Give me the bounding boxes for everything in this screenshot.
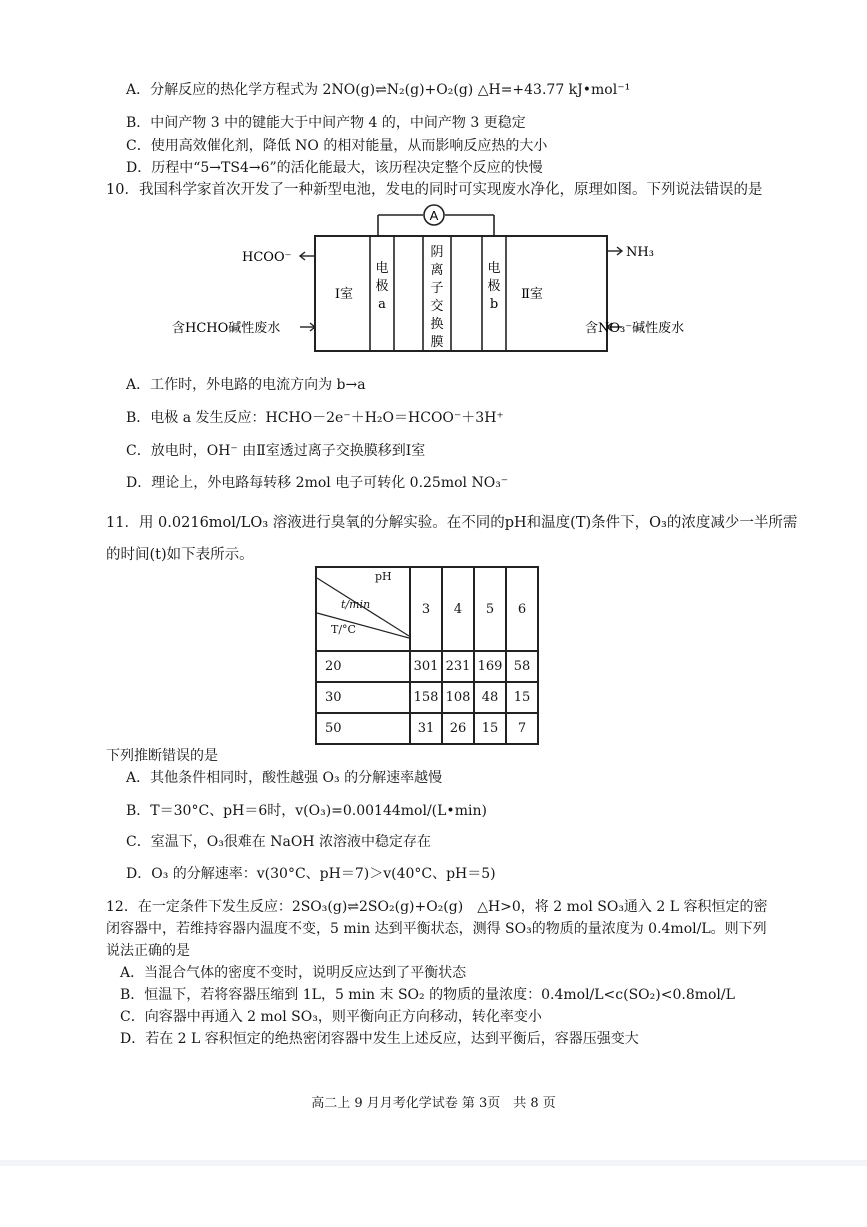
ph-header-cell: 6 xyxy=(506,567,538,651)
membrane-label-4: 交 xyxy=(430,299,444,314)
table-cell: 31 xyxy=(410,713,442,744)
q12-option-a: A．当混合气体的密度不变时，说明反应达到了平衡状态 xyxy=(120,965,467,981)
membrane-label-1: 阴 xyxy=(430,245,444,260)
electrode-b-label-2: 极 xyxy=(487,279,501,294)
svg-text:A: A xyxy=(429,208,439,223)
table-header-row xyxy=(316,567,538,651)
q10-option-a: A．工作时，外电路的电流方向为 b→a xyxy=(126,377,366,393)
q12-stem-line2: 闭容器中，若维持容器内温度不变，5 min 达到平衡状态，测得 SO₃的物质的量浓度为 0.4mol/L。则下列 xyxy=(106,921,767,937)
q10-stem: 10．我国科学家首次开发了一种新型电池，发电的同时可实现废水净化，原理如图。下列说法错误的是 xyxy=(106,182,763,198)
q11-option-a: A．其他条件相同时，酸性越强 O₃ 的分解速率越慢 xyxy=(126,770,443,786)
q9-option-c: C．使用高效催化剂，降低 NO 的相对能量，从而影响反应热的大小 xyxy=(126,138,548,154)
table-row xyxy=(316,651,538,682)
table-cell: 26 xyxy=(442,713,474,744)
ph-header-cell: 5 xyxy=(474,567,506,651)
table-cell: 108 xyxy=(442,682,474,713)
q12-option-b: B．恒温下，若将容器压缩到 1L，5 min 末 SO₂ 的物质的量浓度：0.4mol/L<c(SO₂)<0.8mol/L xyxy=(120,987,735,1003)
q12-option-d: D．若在 2 L 容积恒定的绝热密闭容器中发生上述反应，达到平衡后，容器压强变大 xyxy=(120,1031,639,1047)
membrane-label-3: 子 xyxy=(430,281,444,296)
q11-lead: 下列推断错误的是 xyxy=(106,748,218,764)
room-2-label: Ⅱ室 xyxy=(521,287,543,302)
q9-option-b: B．中间产物 3 中的键能大于中间产物 4 的，中间产物 3 更稳定 xyxy=(126,115,526,131)
table-cell: 231 xyxy=(442,651,474,682)
electrode-a-label-1: 电 xyxy=(375,261,389,276)
q10-option-b: B．电极 a 发生反应：HCHO－2e⁻＋H₂O＝HCOO⁻＋3H⁺ xyxy=(126,410,504,426)
q11-option-b: B．T＝30°C、pH＝6时，v(O₃)=0.00144mol/(L•min) xyxy=(126,803,487,819)
q10-option-c: C．放电时，OH⁻ 由Ⅱ室透过离子交换膜移到Ⅰ室 xyxy=(126,443,426,459)
table-cell: 48 xyxy=(474,682,506,713)
bleed-through-text xyxy=(640,62,648,106)
table-cell: 7 xyxy=(506,713,538,744)
table-corner-cell xyxy=(316,567,410,651)
table-cell: 15 xyxy=(506,682,538,713)
q11-stem-line2: 的时间(t)如下表所示。 xyxy=(106,547,254,563)
battery-diagram xyxy=(172,200,700,360)
scan-edge xyxy=(0,1160,867,1166)
q12-stem-line1: 12．在一定条件下发生反应：2SO₃(g)⇌2SO₂(g)+O₂(g) △H>0，将 2 mol SO₃通入 2 L 容积恒定的密 xyxy=(106,899,768,915)
ph-header-cell: 4 xyxy=(442,567,474,651)
table-cell: 158 xyxy=(410,682,442,713)
temp-cell: 50 xyxy=(316,713,410,744)
temp-cell: 30 xyxy=(316,682,410,713)
corner-ph-label: pH xyxy=(375,570,392,583)
ozone-halflife-table xyxy=(315,566,539,745)
electrode-a-label-3: a xyxy=(378,297,386,312)
ph-header-cell: 3 xyxy=(410,567,442,651)
corner-t-label: t/min xyxy=(341,598,371,611)
table-cell: 301 xyxy=(410,651,442,682)
table-row xyxy=(316,682,538,713)
temp-cell: 20 xyxy=(316,651,410,682)
q9-option-a: A．分解反应的热化学方程式为 2NO(g)⇌N₂(g)+O₂(g) △H=+43.77 kJ•mol⁻¹ xyxy=(126,82,631,98)
table-cell: 15 xyxy=(474,713,506,744)
q11-option-d: D．O₃ 的分解速率：v(30°C、pH＝7)＞v(40°C、pH＝5) xyxy=(126,866,496,882)
page-footer: 高二上 9 月月考化学试卷 第 3页 共 8 页 xyxy=(311,1096,556,1111)
electrode-b-label-1: 电 xyxy=(487,261,501,276)
corner-temp-label: T/°C xyxy=(331,623,356,636)
q12-stem-line3: 说法正确的是 xyxy=(106,943,190,959)
q12-option-c: C．向容器中再通入 2 mol SO₃，则平衡向正方向移动，转化率变小 xyxy=(120,1009,542,1025)
q11-stem-line1: 11．用 0.0216mol/LO₃ 溶液进行臭氧的分解实验。在不同的pH和温度(T)条件下，O₃的浓度减少一半所需 xyxy=(106,515,798,531)
membrane-label-5: 换 xyxy=(430,317,444,332)
electrode-a-label-2: 极 xyxy=(375,279,389,294)
q9-option-d: D．历程中“5→TS4→6”的活化能最大，该历程决定整个反应的快慢 xyxy=(126,160,543,176)
left-outlet-label: HCOO⁻ xyxy=(242,250,292,265)
q10-option-d: D．理论上，外电路每转移 2mol 电子可转化 0.25mol NO₃⁻ xyxy=(126,475,509,491)
right-inlet-label: 含NO₃⁻碱性废水 xyxy=(585,321,685,336)
electrode-b-label-3: b xyxy=(489,297,499,312)
table-cell: 169 xyxy=(474,651,506,682)
table-row xyxy=(316,713,538,744)
membrane-label-2: 离 xyxy=(430,263,444,278)
room-1-label: Ⅰ室 xyxy=(334,287,354,302)
q11-option-c: C．室温下，O₃很难在 NaOH 浓溶液中稳定存在 xyxy=(126,834,431,850)
right-outlet-label: NH₃ xyxy=(626,245,654,260)
left-inlet-label: 含HCHO碱性废水 xyxy=(172,321,281,336)
membrane-label-6: 膜 xyxy=(430,335,444,350)
table-cell: 58 xyxy=(506,651,538,682)
